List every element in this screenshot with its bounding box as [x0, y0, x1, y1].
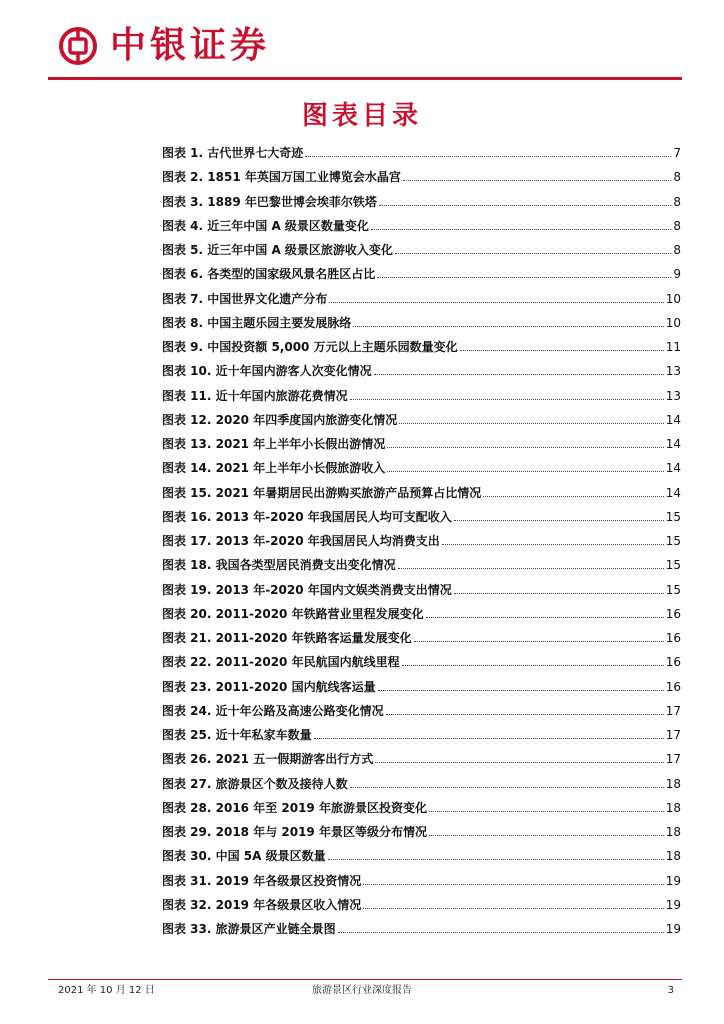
toc-entry-page-number: 18	[665, 849, 681, 864]
toc-entry[interactable]	[162, 387, 681, 411]
toc-dot-leader	[363, 884, 664, 885]
toc-entry[interactable]	[162, 314, 681, 338]
toc-entry-label[interactable]: 图表 5. 近三年中国 A 级景区旅游收入变化	[162, 243, 393, 257]
toc-dot-leader	[374, 374, 664, 375]
page-header	[0, 0, 724, 82]
brand-name: 中银证券	[110, 24, 271, 66]
toc-entry-label[interactable]: 图表 20. 2011-2020 年铁路营业里程发展变化	[162, 606, 424, 621]
toc-entry-page-number: 19	[665, 873, 681, 888]
toc-entry-label[interactable]: 图表 25. 近十年私家车数量	[162, 728, 312, 742]
toc-dot-leader	[460, 350, 664, 351]
toc-entry-page-number: 7	[673, 146, 681, 160]
bank-of-china-logo-icon	[58, 26, 98, 66]
toc-entry-label[interactable]: 图表 33. 旅游景区产业链全景图	[162, 922, 336, 936]
toc-entry-page-number: 10	[665, 315, 681, 330]
toc-entry-label[interactable]: 图表 22. 2011-2020 年民航国内航线里程	[162, 655, 400, 670]
toc-dot-leader	[305, 156, 671, 157]
toc-dot-leader	[386, 714, 664, 715]
toc-entry[interactable]	[162, 168, 681, 192]
footer-date: 2021 年 10 月 12 日	[58, 985, 155, 996]
toc-entry-page-number: 8	[673, 218, 681, 233]
toc-entry-page-number: 16	[665, 655, 681, 670]
toc-entry[interactable]	[162, 265, 681, 289]
toc-dot-leader	[363, 908, 664, 909]
toc-entry[interactable]	[162, 435, 681, 459]
toc-dot-leader	[414, 641, 664, 642]
toc-entry[interactable]	[162, 581, 681, 605]
toc-entry[interactable]	[162, 193, 681, 217]
toc-entry-page-number: 13	[665, 364, 681, 379]
toc-entry[interactable]	[162, 241, 681, 265]
toc-entry-page-number: 9	[673, 267, 681, 282]
toc-entry-label[interactable]: 图表 11. 近十年国内旅游花费情况	[162, 388, 348, 403]
toc-dot-leader	[329, 302, 663, 303]
toc-dot-leader	[399, 423, 664, 424]
toc-entry-label[interactable]: 图表 29. 2018 年与 2019 年景区等级分布情况	[162, 825, 427, 839]
toc-entry-label[interactable]: 图表 15. 2021 年暑期居民出游购买旅游产品预算占比情况	[162, 485, 482, 500]
page-title: 图表目录	[301, 101, 422, 131]
toc-entry-label[interactable]: 图表 10. 近十年国内游客人次变化情况	[162, 364, 372, 379]
toc-entry-page-number: 18	[665, 800, 681, 815]
toc-entry-page-number: 15	[665, 509, 681, 524]
toc-dot-leader	[371, 229, 671, 230]
toc-dot-leader	[387, 471, 664, 472]
toc-entry-label[interactable]: 图表 4. 近三年中国 A 级景区数量变化	[162, 218, 369, 233]
toc-entry[interactable]	[162, 605, 681, 629]
toc-entry-label[interactable]: 图表 30. 中国 5A 级景区数量	[162, 849, 326, 864]
toc-dot-leader	[377, 277, 671, 278]
toc-entry-label[interactable]: 图表 26. 2021 五一假期游客出行方式	[162, 752, 374, 767]
toc-entry[interactable]	[162, 702, 681, 726]
toc-entry-page-number: 13	[665, 388, 681, 403]
toc-entry-label[interactable]: 图表 1. 古代世界七大奇迹	[162, 146, 304, 160]
toc-entry-label[interactable]: 图表 19. 2013 年-2020 年国内文娱类消费支出情况	[162, 582, 452, 597]
toc-entry[interactable]	[162, 678, 681, 702]
toc-dot-leader	[483, 496, 664, 497]
toc-entry[interactable]	[162, 484, 681, 508]
toc-entry-page-number: 10	[665, 291, 681, 306]
toc-entry-label[interactable]: 图表 12. 2020 年四季度国内旅游变化情况	[162, 412, 398, 427]
toc-entry-page-number: 15	[665, 582, 681, 597]
toc-entry-page-number: 14	[665, 485, 681, 500]
toc-dot-leader	[379, 205, 672, 206]
header-divider	[48, 77, 682, 80]
toc-entry-page-number: 17	[665, 703, 681, 718]
toc-entry[interactable]	[162, 459, 681, 483]
table-of-figures	[162, 144, 681, 944]
toc-entry-label[interactable]: 图表 14. 2021 年上半年小长假旅游收入	[162, 461, 386, 476]
toc-entry-label[interactable]: 图表 6. 各类型的国家级风景名胜区占比	[162, 267, 376, 282]
toc-entry-page-number: 16	[665, 631, 681, 645]
toc-dot-leader	[328, 859, 664, 860]
toc-entry[interactable]	[162, 362, 681, 386]
toc-entry[interactable]	[162, 290, 681, 314]
toc-entry[interactable]	[162, 532, 681, 556]
toc-entry-page-number: 16	[665, 679, 681, 694]
toc-entry[interactable]	[162, 726, 681, 750]
toc-entry[interactable]	[162, 556, 681, 580]
toc-entry-page-number: 14	[665, 412, 681, 427]
toc-entry-page-number: 17	[665, 752, 681, 767]
toc-entry-page-number: 16	[665, 606, 681, 621]
toc-entry-label[interactable]: 图表 9. 中国投资额 5,000 万元以上主题乐园数量变化	[162, 340, 458, 354]
toc-entry[interactable]	[162, 872, 681, 896]
toc-entry-label[interactable]: 图表 17. 2013 年-2020 年我国居民人均消费支出	[162, 534, 440, 548]
toc-dot-leader	[426, 617, 664, 618]
toc-entry-label[interactable]: 图表 27. 旅游景区个数及接待人数	[162, 776, 348, 791]
toc-entry-page-number: 14	[665, 461, 681, 476]
toc-entry-label[interactable]: 图表 13. 2021 年上半年小长假出游情况	[162, 437, 386, 451]
toc-entry[interactable]	[162, 508, 681, 532]
toc-dot-leader	[314, 738, 664, 739]
toc-entry-page-number: 19	[665, 922, 681, 936]
toc-entry-label[interactable]: 图表 23. 2011-2020 国内航线客运量	[162, 679, 376, 694]
toc-dot-leader	[429, 811, 664, 812]
footer-report-title: 旅游景区行业深度报告	[312, 985, 412, 996]
toc-entry-label[interactable]: 图表 3. 1889 年巴黎世博会埃菲尔铁塔	[162, 194, 377, 209]
toc-entry-page-number: 18	[665, 825, 681, 839]
toc-dot-leader	[350, 787, 664, 788]
toc-entry[interactable]	[162, 775, 681, 799]
toc-entry[interactable]	[162, 411, 681, 435]
toc-entry[interactable]	[162, 920, 681, 944]
toc-dot-leader	[350, 399, 664, 400]
toc-entry[interactable]	[162, 629, 681, 653]
toc-entry-label[interactable]: 图表 28. 2016 年至 2019 年旅游景区投资变化	[162, 800, 427, 815]
toc-entry-page-number: 15	[665, 534, 681, 548]
toc-dot-leader	[353, 326, 663, 327]
toc-entry-page-number: 19	[665, 897, 681, 912]
toc-dot-leader	[454, 520, 664, 521]
toc-entry-page-number: 8	[673, 170, 681, 185]
toc-dot-leader	[429, 835, 664, 836]
toc-entry-page-number: 11	[665, 340, 681, 354]
toc-entry-label[interactable]: 图表 21. 2011-2020 年铁路客运量发展变化	[162, 631, 412, 645]
toc-entry-label[interactable]: 图表 7. 中国世界文化遗产分布	[162, 291, 328, 306]
toc-entry-label[interactable]: 图表 24. 近十年公路及高速公路变化情况	[162, 703, 384, 718]
toc-dot-leader	[395, 253, 671, 254]
toc-entry[interactable]	[162, 750, 681, 774]
toc-entry[interactable]	[162, 653, 681, 677]
toc-dot-leader	[454, 593, 664, 594]
toc-entry-label[interactable]: 图表 32. 2019 年各级景区收入情况	[162, 897, 362, 912]
toc-entry-page-number: 17	[665, 728, 681, 742]
toc-entry[interactable]	[162, 217, 681, 241]
toc-dot-leader	[442, 544, 664, 545]
toc-entry[interactable]	[162, 896, 681, 920]
toc-entry-label[interactable]: 图表 16. 2013 年-2020 年我国居民人均可支配收入	[162, 509, 452, 524]
toc-dot-leader	[387, 447, 664, 448]
toc-dot-leader	[338, 932, 664, 933]
toc-dot-leader	[398, 568, 664, 569]
toc-dot-leader	[402, 665, 664, 666]
toc-entry-label[interactable]: 图表 31. 2019 年各级景区投资情况	[162, 873, 362, 888]
toc-entry[interactable]	[162, 823, 681, 847]
toc-entry-page-number: 15	[665, 558, 681, 573]
toc-entry-page-number: 18	[665, 776, 681, 791]
footer-page-number: 3	[667, 985, 674, 996]
toc-entry-label[interactable]: 图表 8. 中国主题乐园主要发展脉络	[162, 315, 352, 330]
toc-entry[interactable]	[162, 847, 681, 871]
toc-dot-leader	[375, 762, 664, 763]
toc-entry-label[interactable]: 图表 18. 我国各类型居民消费支出变化情况	[162, 558, 396, 573]
footer-divider	[48, 979, 682, 980]
toc-dot-leader	[403, 180, 672, 181]
toc-entry-page-number: 8	[673, 194, 681, 209]
toc-entry[interactable]	[162, 799, 681, 823]
toc-entry-label[interactable]: 图表 2. 1851 年英国万国工业博览会水晶宫	[162, 170, 401, 185]
toc-entry[interactable]	[162, 338, 681, 362]
toc-entry-page-number: 14	[665, 437, 681, 451]
toc-entry-page-number: 8	[673, 243, 681, 257]
toc-entry[interactable]	[162, 144, 681, 168]
toc-dot-leader	[378, 690, 664, 691]
